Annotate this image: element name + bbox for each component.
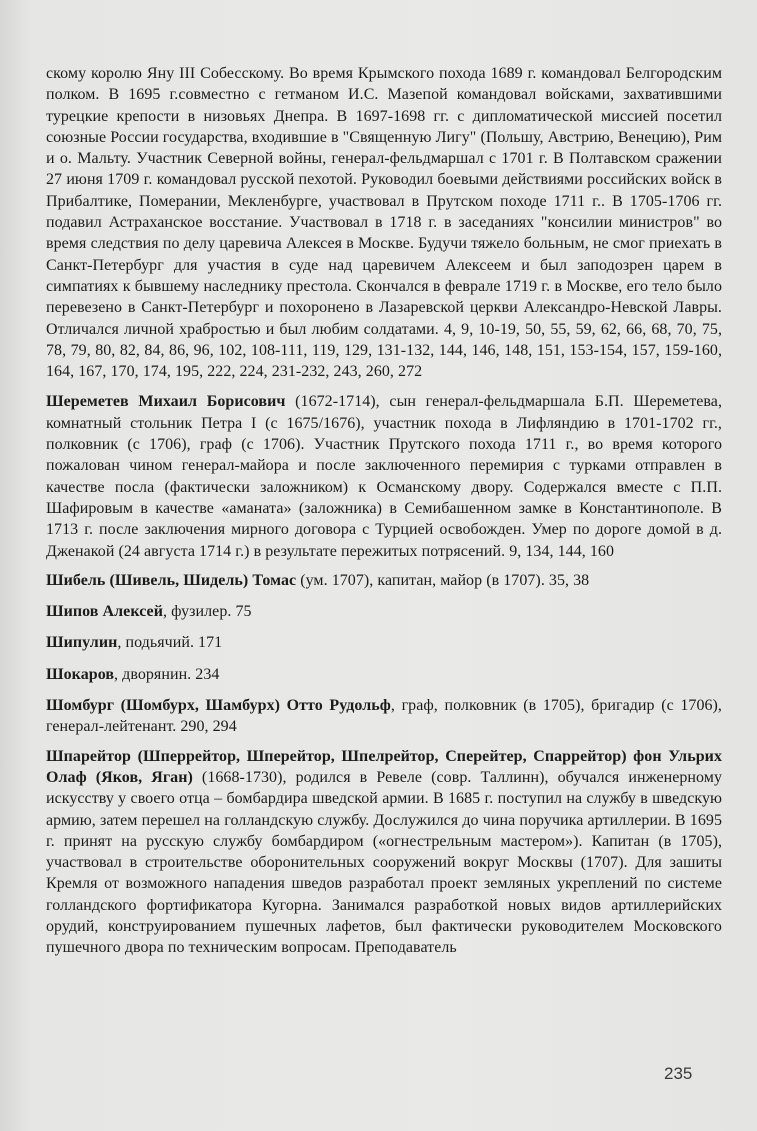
entry-heading: Шибель (Шивель, Шидель) Томас: [46, 571, 297, 589]
entry-text: , подьячий. 171: [117, 634, 223, 652]
page-number: 235: [664, 1064, 693, 1083]
entry-heading: Шипулин: [46, 634, 118, 652]
entry-text: скому королю Яну III Собесскому. Во время Крымского похода 1689 г. командовал Белгородским полком. В 1695 г.совместно с гетманом И.С. Мазепой командовал войсками, захватившими турецкие крепости в низовьях Днепра. В 1697-1698 гг. с дипломатической миссией посетил союзные России государства, входившие в "Священную Лигу" (Польшу, Австрию, Венецию), Рим и о. Мальту. Участник Северной войны, генерал-фельдмаршал с 1701 г. В Полтавском сражении 27 июня 1709 г. командовал русской пехотой. Руководил боевыми действиями российских войск в Прибалтике, Померании, Мекленбурге, участвовал в Прутском походе 1711 г.. В 1705-1706 гг. подавил Астраханское восстание. Участвовал в 1718 г. в заседаниях "консилии министров" во время следствия по делу царевича Алексея в Москве. Будучи тяжело больным, не смог приехать в Санкт-Петербург для участия в суде над царевичем Алексеем и был заподозрен царем в симпатиях к бывшему наследнику престола. Скончался в феврале 1719 г. в Москве, его тело было перевезено в Санкт-Петербург и похоронено в Лазаревской церкви Александро-Невской Лавры. Отличался личной храбростью и был любим солдатами. 4, 9, 10-19, 50, 55, 59, 62, 66, 68, 70, 75, 78, 79, 80, 82, 84, 86, 96, 102, 108-111, 119, 129, 131-132, 144, 146, 148, 151, 153-154, 157, 159-160, 164, 167, 170, 174, 195, 222, 224, 231-232, 243, 260, 272: [46, 65, 722, 381]
entry-text: (ум. 1707), капитан, майор (в 1707). 35, 38: [296, 571, 590, 589]
entry-heading: Шпарейтор (Шперрейтор, Шперейтор, Шпелрейтор, Сперейтер, Спаррейтор) фон Ульрих Олаф (Яков, Яган): [46, 747, 722, 786]
entry-text: , фузилер. 75: [162, 603, 252, 621]
text-column: [46, 63, 722, 967]
entry-heading: Шипов Алексей: [46, 603, 163, 621]
entry-sheremetev-boris-continuation: [46, 63, 722, 382]
entry-shipulin: [46, 632, 722, 653]
entry-heading: Шокаров: [46, 665, 115, 683]
entry-heading: Шереметев Михаил Борисович: [46, 393, 286, 411]
entry-text: , граф, полковник (в 1705), бригадир (с 1706), генерал-лейтенант. 290, 294: [46, 697, 722, 736]
entry-shipov: [46, 601, 722, 622]
entry-text: (1668-1730), родился в Ревеле (совр. Таллинн), обучался инженерному искусству у своего отца – бомбардира шведской армии. В 1685 г. поступил на службу в шведскую армию, затем перешел на голландскую службу. Дослужился до чина поручика артиллерии. В 1695 г. принят на русскую службу бомбардиром («огнестрельным мастером»). Капитан (в 1705), участвовал в строительстве оборонительных сооружений вокруг Москвы (1707). Для зашиты Кремля от возможного нападения шведов разработал проект земляных укреплений по системе голландского фортификатора Кугорна. Занимался разработкой новых видов артиллерийских орудий, конструированием пушечных лафетов, был фактически руководителем Московского пушечного двора по техническим вопросам. Преподаватель: [46, 768, 722, 957]
entry-shomburg: [46, 695, 722, 738]
entry-heading: Шомбург (Шомбурх, Шамбурх) Отто Рудольф: [46, 697, 391, 715]
entry-text: (1672-1714), сын генерал-фельдмаршала Б.П. Шереметева, комнатный стольник Петра I (с 1675/1676), участник похода в Лифляндию в 1701-1702 гг., полковник (с 1706), граф (с 1706). Участник Прутского похода 1711 г., во время которого пожалован чином генерал-майора и после заключенного перемирия с турками отправлен в качестве посла (фактически заложником) к Османскому двору. Содержался вместе с П.П. Шафировым в качестве «аманата» (заложника) в Семибашенном замке в Константинополе. В 1713 г. после заключения мирного договора с Турцией освобожден. Умер по дороге домой в д. Дженакой (24 августа 1714 г.) в результате пережитых потрясений. 9, 134, 144, 160: [46, 393, 722, 560]
entry-sheremetev-mikhail: [46, 391, 722, 561]
entry-shibel: [46, 570, 722, 591]
entry-shokarov: [46, 664, 722, 685]
entry-shpareitor: [46, 746, 722, 959]
entry-text: , дворянин. 234: [114, 665, 220, 683]
